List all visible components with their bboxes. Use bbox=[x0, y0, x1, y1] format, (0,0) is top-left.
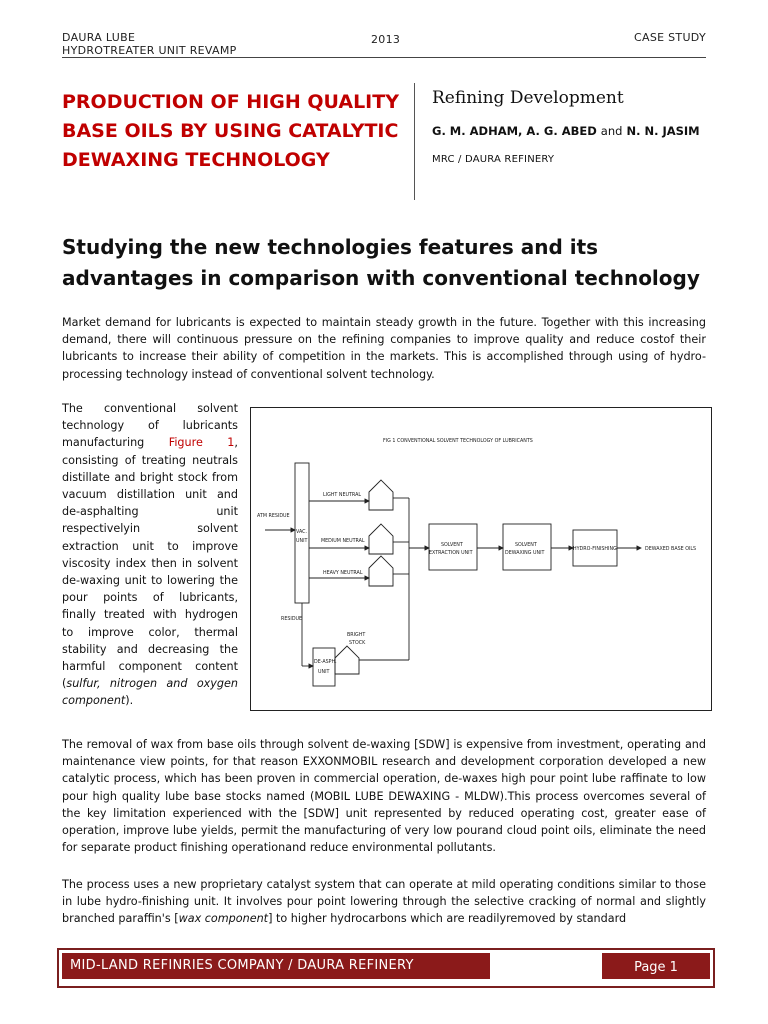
label-solvent-dewaxing-2: DEWAXING UNIT bbox=[505, 551, 545, 556]
label-medium-neutral: MEDIUM NEUTRAL bbox=[321, 539, 365, 544]
label-bright-stock-2: STOCK bbox=[349, 641, 366, 646]
paragraph-process bbox=[62, 876, 706, 928]
paragraph-conventional-text-2: , consisting of treating neutrals distillate and bright stock from vacuum distillation unit and de-asphalting unit respectivelyin solvent extraction unit to improve viscosity index then in solvent de-waxing unit to lowering the pour points of lubricants, finally treated with hydrogen to improve color, thermal stability and decreasing the harmful component content ( bbox=[62, 436, 238, 691]
header-rule bbox=[62, 57, 706, 58]
label-residue: RESIDUE bbox=[281, 617, 303, 622]
label-dewaxed-base-oils: DEWAXED BASE OILS bbox=[645, 547, 697, 552]
figure-1-link[interactable]: Figure 1 bbox=[168, 436, 235, 450]
figure-title: FIG 1 CONVENTIONAL SOLVENT TECHNOLOGY OF LUBRICANTS bbox=[383, 439, 533, 444]
footer-page-number: Page 1 bbox=[602, 953, 710, 979]
paragraph-conventional-italic: sulfur, nitrogen and oxygen component bbox=[62, 677, 238, 708]
header-left-line1: DAURA LUBE bbox=[62, 31, 136, 44]
label-deasph-2: UNIT bbox=[318, 670, 330, 675]
authors-conjunction: and bbox=[600, 124, 623, 138]
tank-heavy-neutral bbox=[369, 556, 393, 586]
figure-1 bbox=[250, 407, 712, 711]
header-left-line2: HYDROTREATER UNIT REVAMP bbox=[62, 44, 237, 57]
header-year: 2013 bbox=[371, 33, 401, 46]
section-heading: Studying the new technologies features and its advantages in comparison with conventional technology bbox=[62, 235, 700, 290]
label-hydro-finishing: HYDRO-FINISHING bbox=[573, 547, 617, 552]
label-solvent-dewaxing-1: SOLVENT bbox=[515, 543, 537, 548]
tank-medium-neutral bbox=[369, 524, 393, 554]
label-vac-unit-1: VAC. bbox=[296, 530, 308, 535]
footer-company: MID-LAND REFINRIES COMPANY / DAURA REFINERY bbox=[62, 953, 490, 979]
deasph-unit-box bbox=[313, 648, 335, 686]
paragraph-conventional-end: ). bbox=[125, 694, 134, 708]
paragraph-process-text-2: ] to higher hydrocarbons which are readilyremoved by standard bbox=[268, 912, 627, 926]
label-solvent-extraction-2: EXTRACTION UNIT bbox=[429, 551, 473, 556]
paragraph-process-text: The process uses a new proprietary catalyst system that can operate at mild operating conditions similar to those in lube hydro-finishing unit. It involves pour point lowering through the selective cracking of normal and slightly branched paraffin's [ bbox=[62, 878, 706, 926]
paragraph-removal-of-wax: The removal of wax from base oils through solvent de-waxing [SDW] is expensive from investment, operating and maintenance view points, for that reason EXXONMOBIL research and development corporation developed a new catalytic process, which has been proven in commercial operation, de-waxes high pour point lube raffinate to low pour high quality lube base stocks named (MOBIL LUBE DEWAXING - MLDW).This process overcomes several of the key limitation experienced with the [SDW] unit represented by reduced operating cost, greater ease of operation, improve lube yields, permit the manufacturing of very low pourand cloud point oils, eliminate the need for separate product finishing operationand reduce environmental pollutants. bbox=[62, 738, 706, 855]
label-solvent-extraction-1: SOLVENT bbox=[441, 543, 463, 548]
title-divider bbox=[414, 83, 415, 200]
label-vac-unit-2: UNIT bbox=[296, 539, 308, 544]
label-atm-residue: ATM RESIDUE bbox=[257, 514, 290, 519]
department: Refining Development bbox=[432, 88, 624, 108]
affiliation: MRC / DAURA REFINERY bbox=[432, 154, 555, 165]
paragraph-conventional bbox=[62, 400, 238, 710]
label-deasph-1: DE-ASPH. bbox=[314, 660, 337, 665]
authors-secondary: N. N. JASIM bbox=[626, 124, 700, 138]
authors bbox=[432, 124, 700, 138]
label-light-neutral: LIGHT NEUTRAL bbox=[323, 493, 362, 498]
label-heavy-neutral: HEAVY NEUTRAL bbox=[323, 571, 363, 576]
paragraph-process-italic: wax component bbox=[178, 912, 269, 926]
header-right: CASE STUDY bbox=[634, 31, 706, 44]
label-bright-stock-1: BRIGHT bbox=[347, 633, 366, 638]
tank-bright-stock bbox=[335, 646, 359, 674]
figure-1-diagram bbox=[251, 408, 711, 710]
paper-title: PRODUCTION OF HIGH QUALITY BASE OILS BY USING CATALYTIC DEWAXING TECHNOLOGY bbox=[62, 91, 399, 171]
authors-primary: G. M. ADHAM, A. G. ABED bbox=[432, 124, 597, 138]
page-footer bbox=[57, 948, 715, 988]
paragraph-intro: Market demand for lubricants is expected to maintain steady growth in the future. Together with this increasing demand, there will continuous pressure on the refining companies to improve quality and reduce costof their lubricants to increase their ability of competition in the markets. This is accomplished through using of hydro-processing technology instead of conventional solvent technology. bbox=[62, 316, 706, 381]
tank-light-neutral bbox=[369, 480, 393, 510]
paragraph-conventional-text: The conventional solvent technology of lubricants manufacturing bbox=[62, 402, 238, 450]
